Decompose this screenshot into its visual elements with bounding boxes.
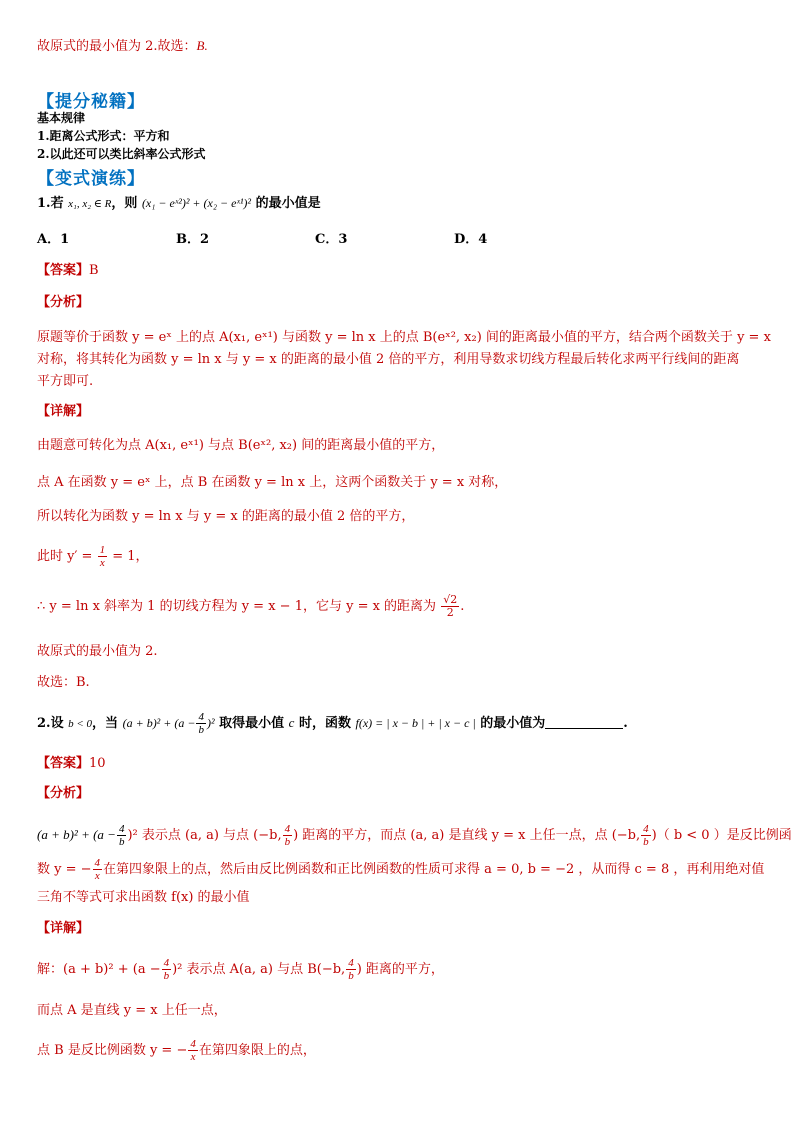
fraction: $\frac{4}{b}$ [348,957,354,982]
q1-detail-1: 由题意可转化为点 A(x₁, eˣ¹) 与点 B(eˣ², x₂) 间的距离最小值的平方， [37,438,445,453]
rule-2: 2.以此还可以类比斜率公式形式 [37,147,206,161]
q1-analysis-line-3: 平方即可. [37,374,94,389]
option-a: A．1 [37,232,70,247]
q1-detail-4: 此时 y′ = $\frac{1}{x}$ = 1， [37,544,149,569]
q1-stem: 1.若 x₁, x₂ ∈ R，则 (x₁ − eˣ²)² + (x₂ − eˣ¹)² 的最小值是 [37,196,321,211]
q2-detail-tag: 【详解】 [37,921,90,936]
q2-detail-2: 而点 A 是直线 y = x 上任一点， [37,1003,227,1018]
q1-detail-tag: 【详解】 [37,404,90,419]
fraction: $\frac{4}{x}$ [190,1038,196,1063]
q1-answer: 【答案】B [37,263,99,278]
q1-analysis-tag: 【分析】 [37,295,90,310]
q2-analysis-line-2: 数 y = − $\frac{4}{x}$ 在第四象限上的点，然后由反比例函数和正比例函数的性质可求得 a = 0, b = −2 ，从而得 c = 8 ，再利用绝对值 [37,857,765,882]
q2-answer: 【答案】10 [37,756,106,771]
q1-detail-7: 故选：B. [37,675,90,690]
rule-1: 1.距离公式形式：平方和 [37,129,170,143]
q1-detail-2: 点 A 在函数 y = eˣ 上，点 B 在函数 y = ln x 上，这两个函数关于 y = x 对称， [37,475,508,490]
fraction: $\frac{1}{x}$ [99,544,106,569]
q1-options [37,231,593,249]
q2-detail-3: 点 B 是反比例函数 y = − $\frac{4}{x}$ 在第四象限上的点， [37,1038,316,1063]
q2-detail-1: 解：(a + b)² + (a − $\frac{4}{b}$ )² 表示点 A(a, a) 与点 B(−b, $\frac{4}{b}$ ) 距离的平方， [37,957,444,982]
q2-analysis-tag: 【分析】 [37,786,90,801]
fraction: $\frac{√2}{2}$ [443,593,458,619]
q1-detail-3: 所以转化为函数 y = ln x 与 y = x 的距离的最小值 2 倍的平方， [37,509,415,524]
top-conclusion: 故原式的最小值为 2.故选：B. [37,38,208,54]
q2-stem: 2.设 b < 0，当 (a + b)² + (a − $\frac{4}{b}$ )² 取得最小值 c 时，函数 f(x) = | x − b | + | x − c | 的最小值为 . [37,711,628,736]
answer-blank [545,716,623,729]
fraction: $\frac{4}{b}$ [198,711,204,736]
fraction: $\frac{4}{b}$ [163,957,170,982]
fraction: $\frac{4}{b}$ [118,823,125,848]
tips-heading: 【提分秘籍】 [37,92,145,112]
q1-detail-5: ∴ y = ln x 斜率为 1 的切线方程为 y = x − 1，它与 y = x 的距离为 $\frac{√2}{2}$ . [37,593,465,619]
variants-heading: 【变式演练】 [37,169,145,189]
fraction: $\frac{4}{b}$ [643,823,649,848]
q1-analysis-line-2: 对称，将其转化为函数 y = ln x 与 y = x 的距离的最小值 2 倍的平方，利用导数求切线方程最后转化求两平行线间的距离 [37,352,740,367]
option-b: B．2 [176,232,210,247]
q2-analysis-line-1: (a + b)² + (a − $\frac{4}{b}$ )² 表示点 (a, a) 与点 (−b, $\frac{4}{b}$ ) 距离的平方，而点 (a, a) 是直线 y = x 上任一点，点 (−b, $\frac{4}{b}$ )（ b < 0 ）是反比例函 [37,823,792,848]
q2-analysis-line-3: 三角不等式可求出函数 f(x) 的最小值 [37,890,250,905]
q1-analysis-line-1: 原题等价于函数 y = eˣ 上的点 A(x₁, eˣ¹) 与函数 y = ln x 上的点 B(eˣ², x₂) 间的距离最小值的平方，结合两个函数关于 y = x [37,330,771,345]
rule-title: 基本规律 [37,111,86,125]
q1-detail-6: 故原式的最小值为 2. [37,644,158,659]
fraction: $\frac{4}{b}$ [284,823,291,848]
option-d: D．4 [454,232,488,247]
option-c: C．3 [315,232,348,247]
fraction: $\frac{4}{x}$ [94,857,101,882]
